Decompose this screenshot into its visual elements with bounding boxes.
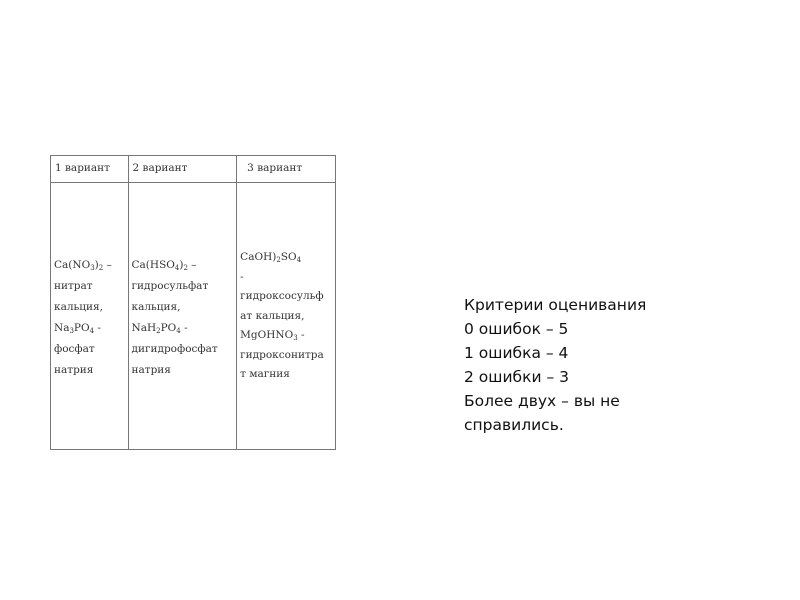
formula-sodium-dihydrophosphate: $NaH_2PO_4$ - <box>131 322 188 335</box>
criteria-line: 1 ошибка – 4 <box>464 344 569 362</box>
formula-calcium-nitrate: $Ca(NO_3)_2$ – <box>54 259 112 272</box>
table-header-row <box>51 156 336 183</box>
formula-magnesium-hydroxonitrate: MgOHNO$_3$ - <box>240 329 305 342</box>
compound-name: фосфат <box>54 343 95 355</box>
header-variant-1: 1 вариант <box>51 156 129 183</box>
grading-criteria <box>464 293 724 437</box>
criteria-line: Более двух – вы не <box>464 392 620 410</box>
criteria-line: справились. <box>464 416 564 434</box>
criteria-line: 2 ошибки – 3 <box>464 368 569 386</box>
compound-name: нитрат <box>54 280 93 292</box>
compound-name: кальция, <box>54 301 103 313</box>
compound-name: кальция, <box>131 301 181 313</box>
compound-name: гидроксонитра <box>240 348 324 361</box>
variants-table <box>50 155 336 450</box>
variant-2-cell <box>128 183 237 450</box>
table-row <box>51 183 336 450</box>
formula-calcium-hydroxosulfate: $CaOH)_2SO_4$ <box>240 251 302 264</box>
compound-name: ат кальция, <box>240 309 305 322</box>
compound-name: гидросульфат <box>131 280 209 292</box>
header-variant-3: 3 вариант <box>237 156 336 183</box>
criteria-line: 0 ошибок – 5 <box>464 320 569 338</box>
formula-calcium-hydrosulfate: $Ca(HSO_4)_2$ – <box>131 259 197 272</box>
compound-name: натрия <box>54 364 94 376</box>
formula-sodium-phosphate: $Na_3PO_4$ - <box>54 322 101 335</box>
dash: - <box>240 270 244 283</box>
variant-3-cell <box>237 183 336 450</box>
criteria-title: Критерии оценивания <box>464 296 647 314</box>
header-variant-2: 2 вариант <box>128 156 237 183</box>
compound-name: гидроксосульф <box>240 290 324 302</box>
variant-1-cell <box>51 183 129 450</box>
compound-name: натрия <box>131 364 171 376</box>
compound-name: т магния <box>240 368 290 380</box>
compound-name: дигидрофосфат <box>131 343 218 355</box>
